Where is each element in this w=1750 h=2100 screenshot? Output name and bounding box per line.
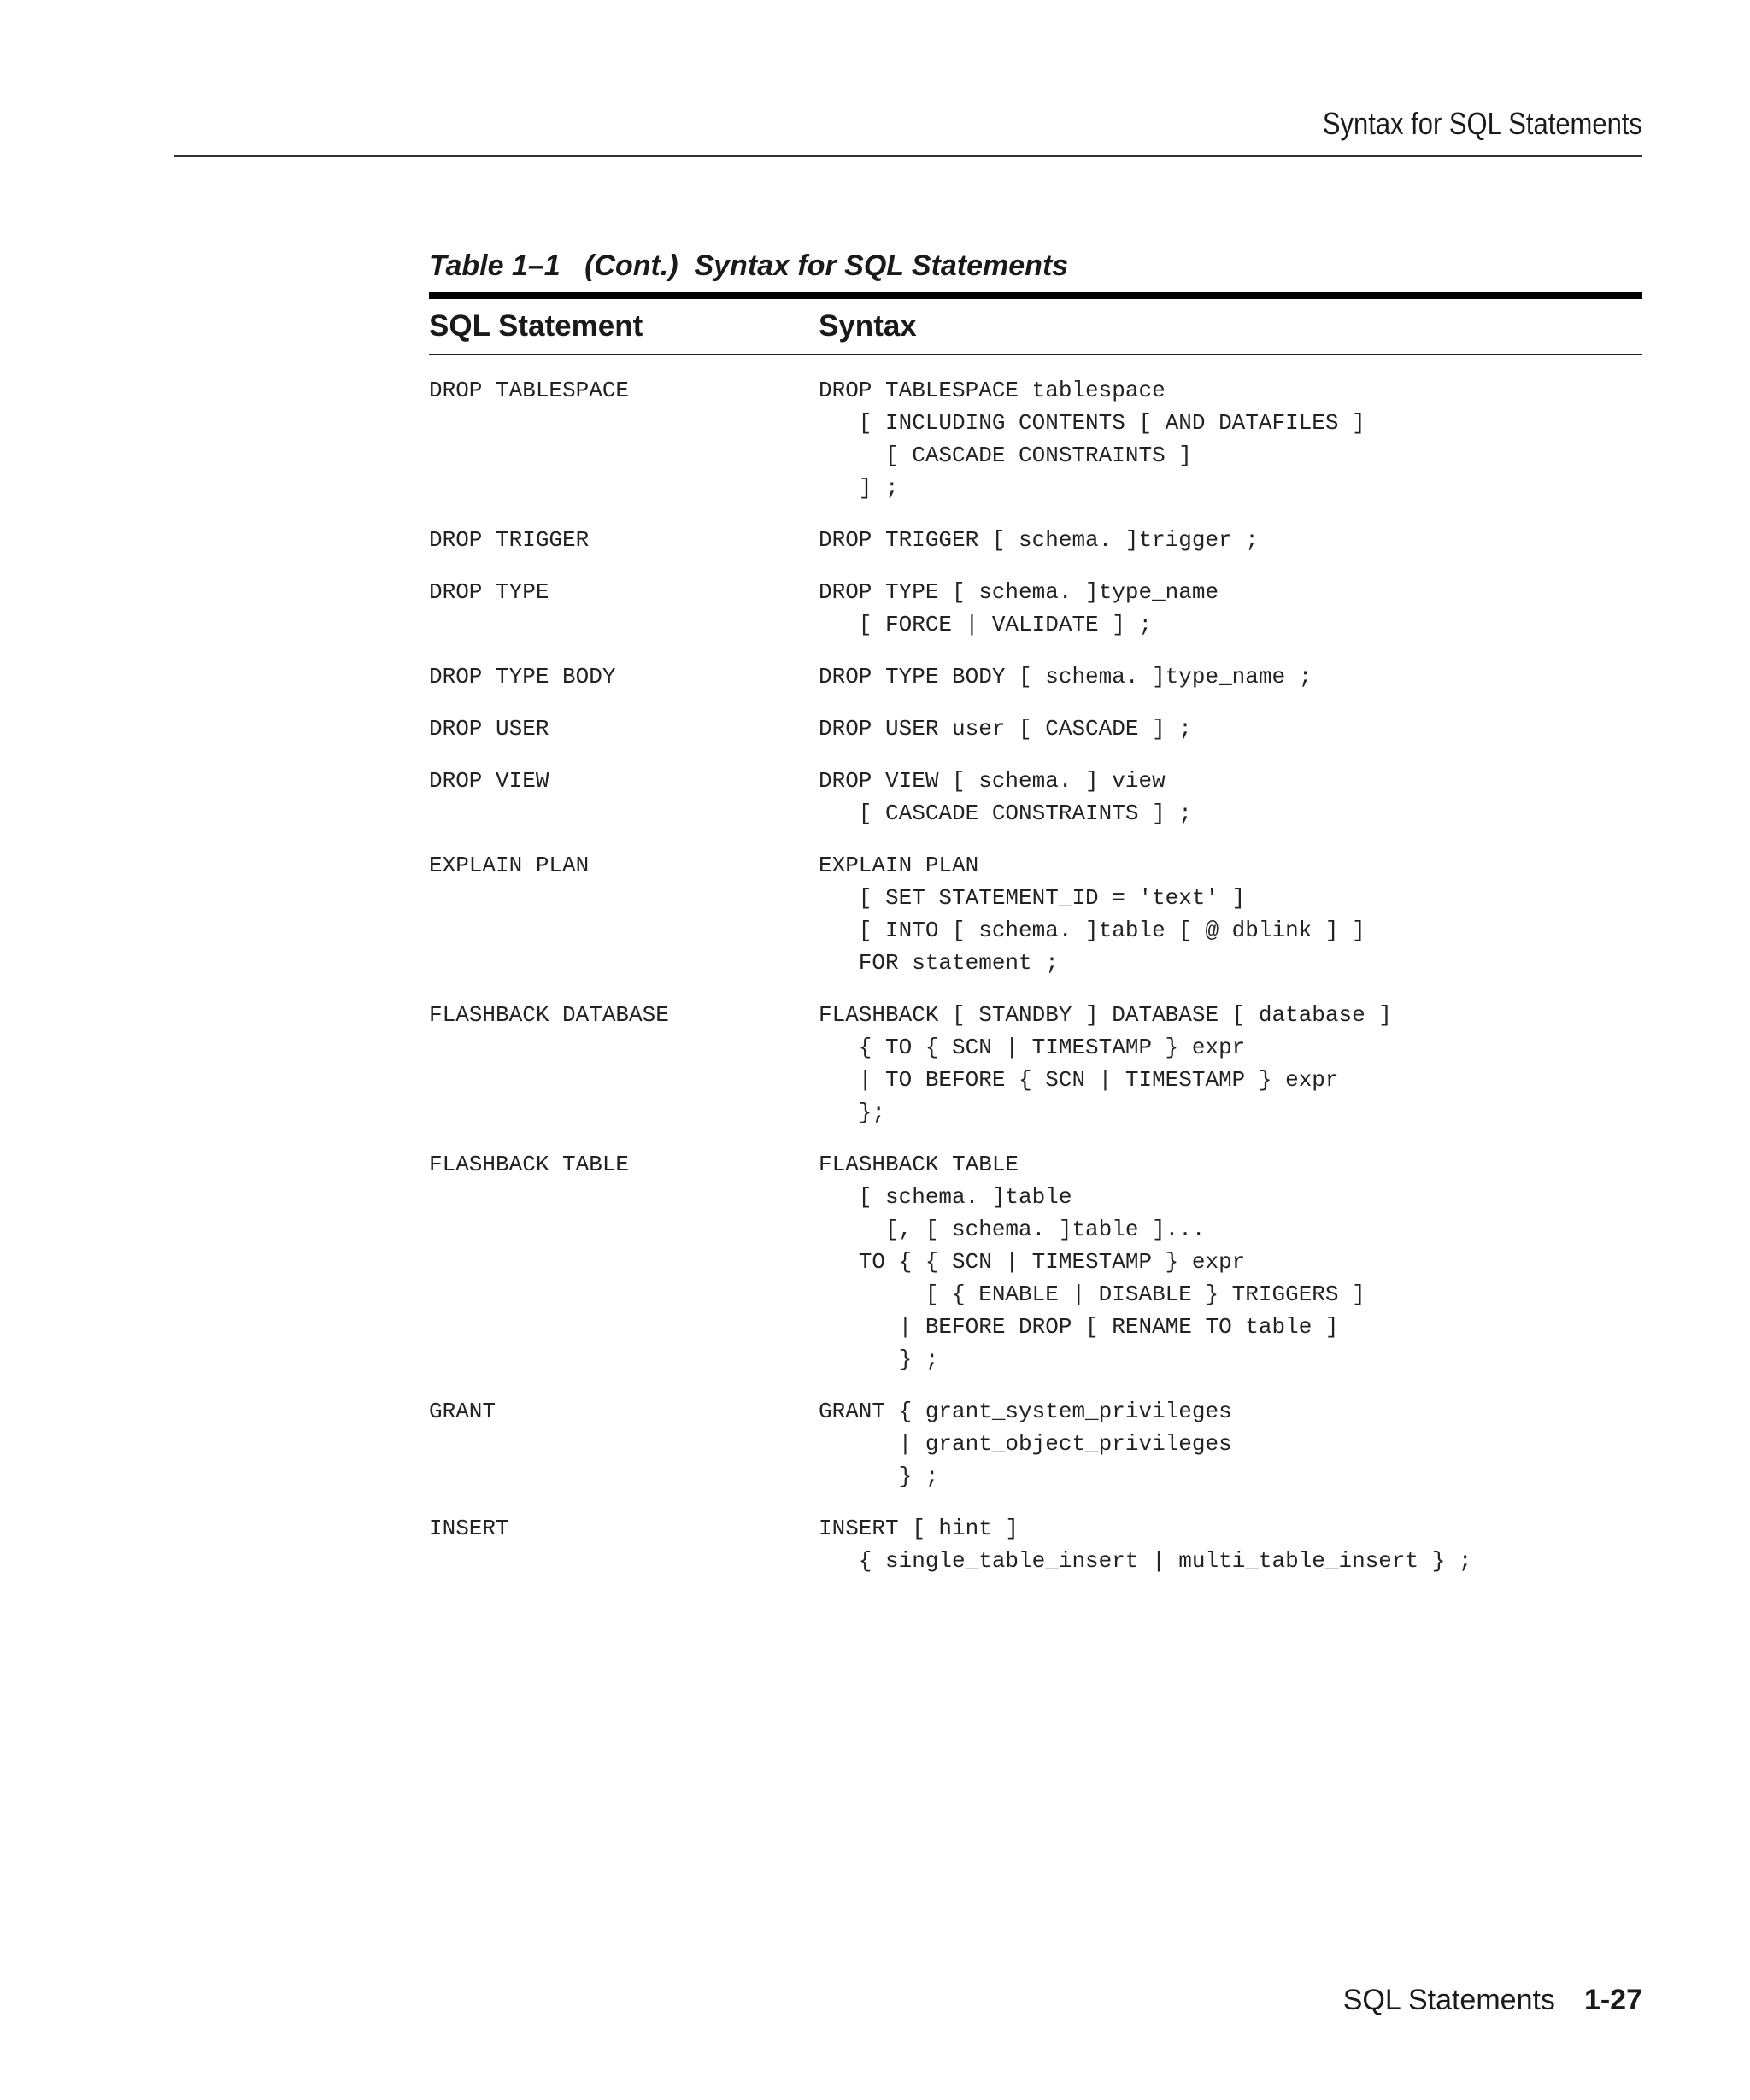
statement-cell: EXPLAIN PLAN xyxy=(429,853,590,878)
syntax-cell: DROP VIEW [ schema. ] view [ CASCADE CONSTRAINTS ] ; xyxy=(819,768,1192,826)
syntax-cell: FLASHBACK TABLE [ schema. ]table [, [ schema. ]table ]... TO { { SCN | TIMESTAMP } expr [ { ENABLE | DISABLE } TRIGGERS ] | BEFORE DROP [ RENAME TO table ] } ; xyxy=(819,1152,1365,1372)
statement-cell: DROP TABLESPACE xyxy=(429,378,630,403)
table-row xyxy=(429,849,1642,979)
table-row xyxy=(429,1148,1642,1376)
statement-cell: DROP TYPE xyxy=(429,579,549,605)
table-row xyxy=(429,713,1642,745)
statement-cell: INSERT xyxy=(429,1516,509,1541)
table-body xyxy=(429,355,1642,1577)
syntax-cell: DROP TABLESPACE tablespace [ INCLUDING CONTENTS [ AND DATAFILES ] [ CASCADE CONSTRAINTS ] ] ; xyxy=(819,378,1365,501)
table-caption xyxy=(429,249,1068,283)
statement-cell: DROP TRIGGER xyxy=(429,527,590,553)
statement-cell: DROP USER xyxy=(429,716,549,742)
table-row xyxy=(429,1395,1642,1493)
table-caption-title: (Cont.) Syntax for SQL Statements xyxy=(584,249,1069,282)
syntax-cell: DROP TYPE BODY [ schema. ]type_name ; xyxy=(819,664,1312,689)
statement-cell: FLASHBACK TABLE xyxy=(429,1152,630,1177)
table-row xyxy=(429,660,1642,693)
table-row xyxy=(429,576,1642,641)
syntax-cell: EXPLAIN PLAN [ SET STATEMENT_ID = 'text' ] [ INTO [ schema. ]table [ @ dblink ] ] FOR statement ; xyxy=(819,853,1365,976)
syntax-table xyxy=(429,292,1642,1597)
table-row xyxy=(429,524,1642,556)
table-row xyxy=(429,765,1642,830)
column-header-sql-statement: SQL Statement xyxy=(429,309,643,343)
statement-cell: DROP VIEW xyxy=(429,768,549,794)
header-rule xyxy=(174,155,1642,157)
statement-cell: DROP TYPE BODY xyxy=(429,664,616,689)
table-top-rule xyxy=(429,292,1642,299)
syntax-cell: INSERT [ hint ] { single_table_insert | multi_table_insert } ; xyxy=(819,1516,1472,1574)
syntax-cell: GRANT { grant_system_privileges | grant_object_privileges } ; xyxy=(819,1399,1232,1489)
table-row xyxy=(429,374,1642,504)
syntax-cell: DROP USER user [ CASCADE ] ; xyxy=(819,716,1192,742)
table-caption-label: Table 1–1 xyxy=(429,249,561,282)
table-header-row xyxy=(429,299,1642,355)
syntax-cell: FLASHBACK [ STANDBY ] DATABASE [ database ] { TO { SCN | TIMESTAMP } expr | TO BEFORE { SCN | TIMESTAMP } expr }; xyxy=(819,1002,1392,1125)
syntax-cell: DROP TYPE [ schema. ]type_name [ FORCE | VALIDATE ] ; xyxy=(819,579,1219,637)
statement-cell: GRANT xyxy=(429,1399,496,1424)
syntax-cell: DROP TRIGGER [ schema. ]trigger ; xyxy=(819,527,1259,553)
footer-section-title: SQL Statements xyxy=(1342,1984,1555,2016)
table-row xyxy=(429,999,1642,1129)
page-number: 1-27 xyxy=(1583,1984,1642,2016)
page-footer xyxy=(1343,1984,1642,2017)
table-row xyxy=(429,1512,1642,1577)
column-header-syntax: Syntax xyxy=(819,309,917,343)
statement-cell: FLASHBACK DATABASE xyxy=(429,1002,669,1028)
running-header: Syntax for SQL Statements xyxy=(1323,106,1642,141)
